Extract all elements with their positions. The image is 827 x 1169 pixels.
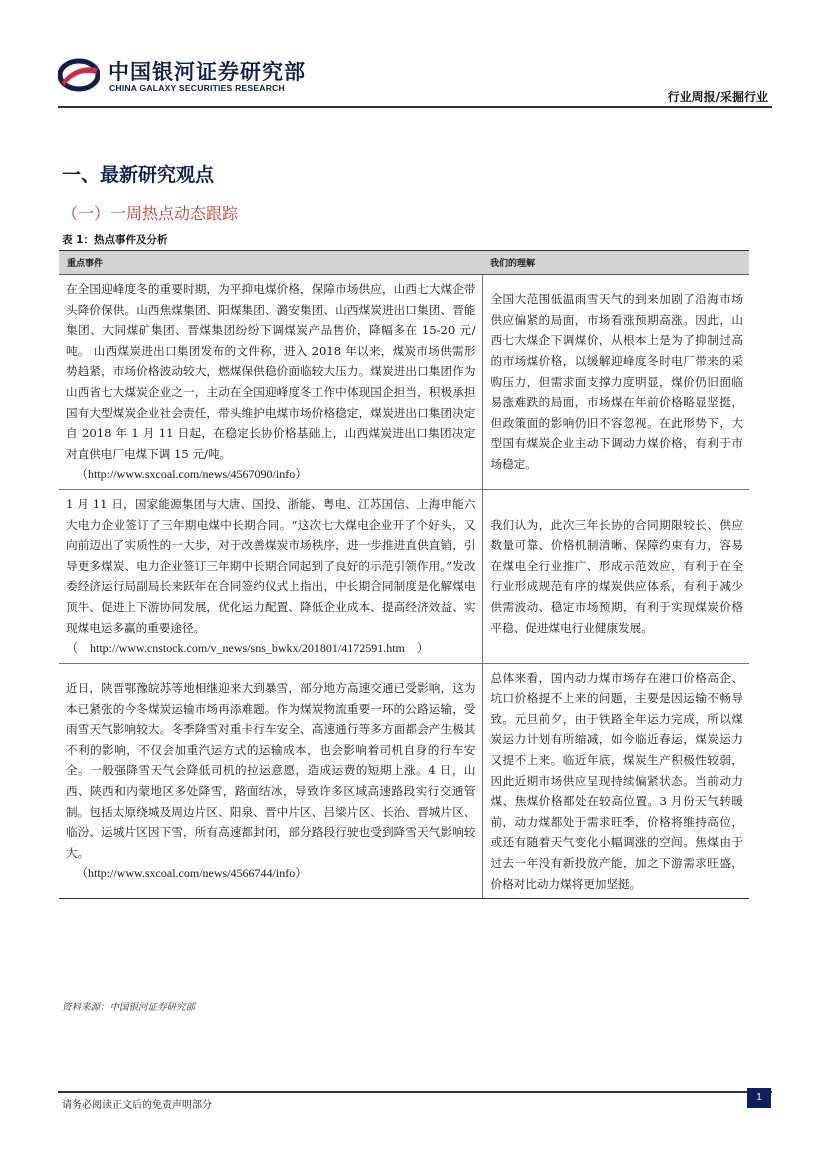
table-row — [59, 275, 749, 490]
disclaimer-note: 请务必阅读正文后的免责声明部分 — [62, 1100, 212, 1111]
source-url: （http://www.sxcoal.com/news/4566744/info） — [76, 866, 308, 881]
page-number: 1 — [747, 1088, 771, 1108]
table-row — [59, 663, 749, 899]
event-cell — [59, 275, 482, 490]
column-header-analysis: 我们的理解 — [482, 251, 749, 275]
logo-chinese-name: 中国银河证券研究部 — [108, 60, 306, 84]
table-caption: 表 1：热点事件及分析 — [62, 234, 168, 246]
table-row — [59, 489, 749, 663]
column-header-event: 重点事件 — [59, 251, 482, 275]
analysis-cell: 全国大范围低温雨雪天气的到来加剧了沿海市场供应偏紧的局面，市场看涨预期高涨。因此，山西七大煤企下调煤价，从根本上是为了抑制过高的市场煤价格，以缓解迎峰度冬时电厂带来的采购压力，但需求面支撑力度明显，煤价仍旧面临易涨难跌的局面，市场煤在年前价格略显坚挺，但政策面的影响仍旧不容忽视。在此形势下，大型国有煤炭企业主动下调动力煤价格，有利于市场稳定。 — [482, 275, 749, 490]
footer-divider — [58, 1091, 772, 1093]
event-text: 近日，陕晋鄂豫皖苏等地相继迎来大到暴雪，部分地方高速交通已受影响，这为本已紧张的今冬煤炭运输市场再添难题。作为煤炭物流重要一环的公路运输，受雨雪天气影响较大。冬季降雪对重卡行车安全、高速通行等多方面都会产生极其不利的影响，不仅会加重汽运方式的运输成本，也会影响着司机自身的行车安全。一般强降雪天气会降低司机的拉运意愿，造成运费的短期上涨。4 日，山西、陕西和内蒙地区多处降雪，路面结冰，导致许多区域高速路段实行交通管制。包括太原绕城及周边片区、阳泉、晋中片区、吕梁片区、长治、晋城片区、临汾、运城片区因下雪，所有高速都封闭，部分路段行驶也受到降雪天气影响较大。 — [66, 680, 476, 860]
event-cell — [59, 489, 482, 663]
data-source-note: 资料来源：中国银河证券研究部 — [62, 1002, 196, 1013]
analysis-cell: 我们认为，此次三年长协的合同期限较长、供应数量可靠、价格机制清晰、保障约束有力，容易在煤电全行业推广、形成示范效应，有利于在全行业形成规范有序的煤炭供应体系，有利于减少供需波动、稳定市场预期，有利于实现煤炭价格平稳、促进煤电行业健康发展。 — [482, 489, 749, 663]
event-text: 在全国迎峰度冬的重要时期，为平抑电煤价格，保障市场供应，山西七大煤企带头降价保供。山西焦煤集团、阳煤集团、潞安集团、山西煤炭进出口集团、晋能集团、大同煤矿集团、晋煤集团纷纷下调煤炭产品售价，降幅多在 15-20 元/吨。 山西煤炭进出口集团发布的文件称，进入 2018 年以来，煤炭市场供需形势趋紧，市场价格波动较大，燃煤保供稳价面临较大压力。煤炭进出口集团作为山西省七大煤炭企业之一，主动在全国迎峰度冬工作中体现国企担当，积极承担国有大型煤炭企业社会责任，带头维护电煤市场价格稳定，煤炭进出口集团决定自 2018 年 1 月 11 日起，在稳定长协价格基础上，山西煤炭进出口集团决定对直供电厂电煤下调 15 元/吨。 — [66, 282, 476, 461]
source-url: （ http://www.cnstock.com/v_news/sns_bwkx/201801/4172591.htm ） — [66, 641, 429, 656]
logo-english-name: CHINA GALAXY SECURITIES RESEARCH — [109, 83, 285, 93]
section-title: 一、最新研究观点 — [62, 164, 215, 186]
page-header — [58, 52, 772, 108]
event-cell — [59, 663, 482, 899]
source-url: （http://www.sxcoal.com/news/4567090/info） — [76, 467, 308, 482]
header-divider — [58, 106, 772, 108]
report-category: 行业周报/采掘行业 — [667, 90, 768, 104]
table-header-row — [59, 251, 749, 275]
section-subtitle: （一）一周热点动态跟踪 — [62, 204, 239, 223]
galaxy-logo-icon — [58, 58, 100, 92]
hot-events-table — [59, 250, 749, 899]
analysis-cell: 总体来看，国内动力煤市场存在港口价格高企、坑口价格提不上来的问题，主要是因运输不畅导致。元旦前夕，由于铁路全年运力完成，所以煤炭运力计划有所缩减，如今临近春运，煤炭运力又提不上来。临近年底，煤炭生产积极性较弱，因此近期市场供应呈现持续偏紧状态。当前动力煤、焦煤价格都处在较高位置。3 月份天气转暖前，动力煤都处于需求旺季，价格将维持高位，或还有随着天气变化小幅调涨的空间。焦煤由于过去一年没有新投放产能，加之下游需求旺盛，价格对比动力煤将更加坚挺。 — [482, 663, 749, 899]
event-text: 1 月 11 日，国家能源集团与大唐、国投、浙能、粤电、江苏国信、上海申能六大电力企业签订了三年期电煤中长期合同。“这次七大煤电企业开了个好头，又向前迈出了实质性的一大步，对于改善煤炭市场秩序，进一步推进直供直销，引导更多煤炭、电力企业签订三年期中长期合同起到了良好的示范引领作用。”发改委经济运行局副局长来跃年在合同签约仪式上指出，中长期合同制度是化解煤电顶牛、促进上下游协同发展，优化运力配置、降低企业成本、提高经济效益、实现煤电运多赢的重要途径。 — [66, 496, 476, 635]
